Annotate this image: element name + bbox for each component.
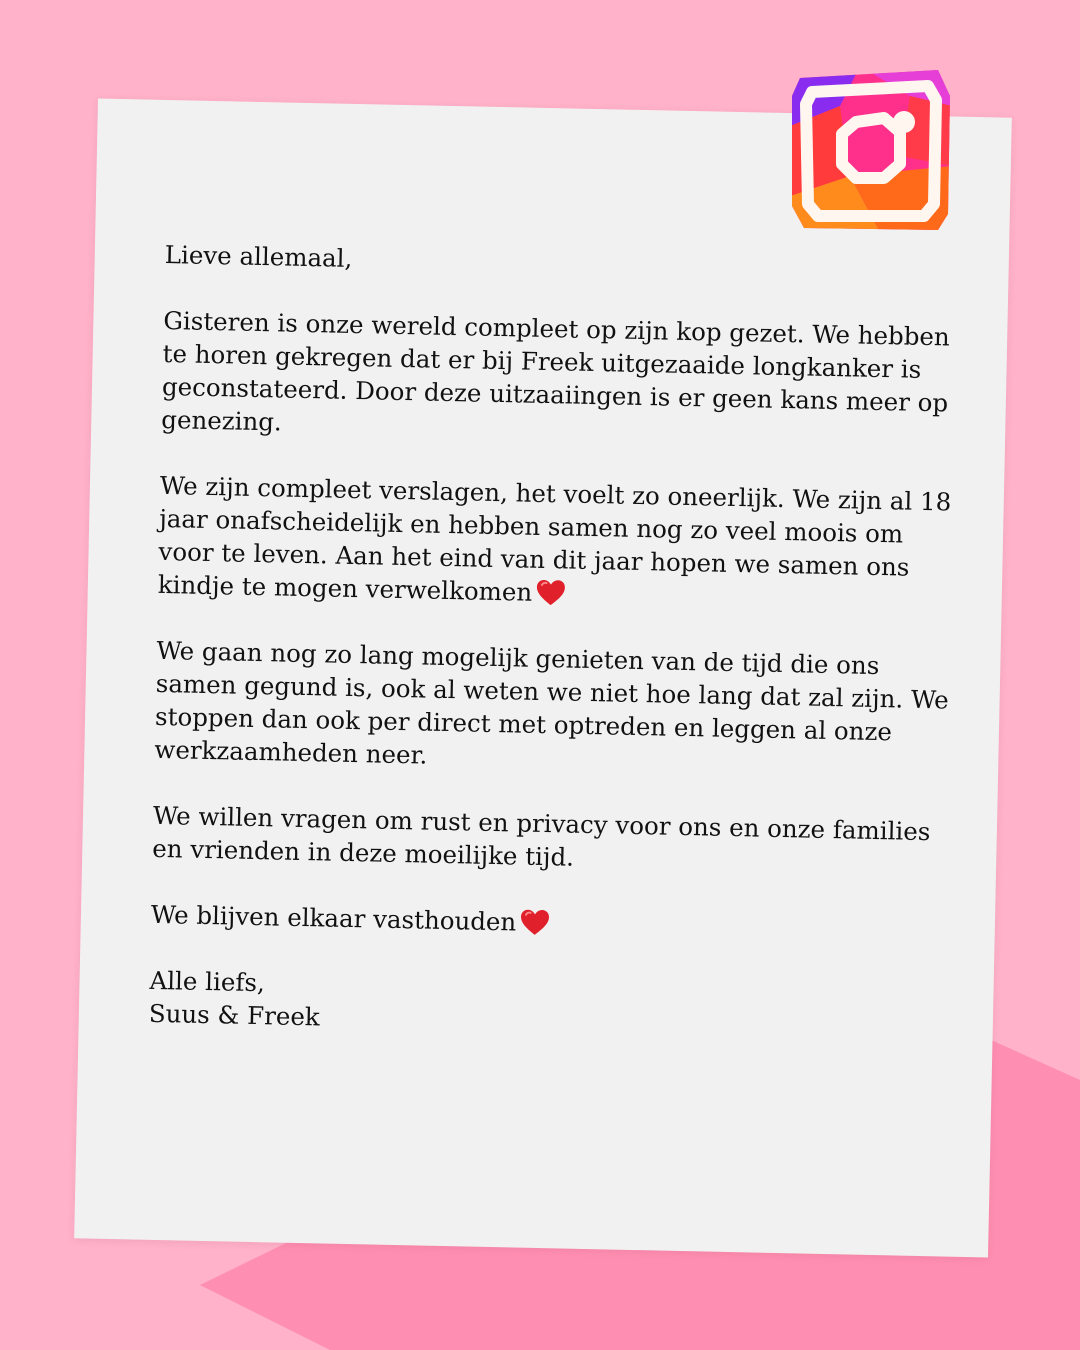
letter-paragraph-2-text: We zijn compleet verslagen, het voelt zo oneerlijk. We zijn al 18 jaar onafscheidelijk en hebben samen nog zo veel moois om voor te leven. Aan het eind van dit jaar hopen we samen ons kindje te mogen verwelkomen (157, 470, 952, 607)
letter-paragraph-5 (151, 898, 952, 948)
letter-greeting: Lieve allemaal, (164, 239, 353, 273)
letter-paragraph-5-text: We blijven elkaar vasthouden (150, 899, 517, 937)
letter-sign-off (149, 964, 950, 1047)
letter-paragraph-2 (158, 469, 961, 618)
letter-paragraph-1: Gisteren is onze wereld compleet op zijn kop gezet. We hebben te horen gekregen dat er bij Freek uitgezaaide longkanker is geconstateerd. Door deze uitzaaiingen is er geen kans meer op genezing. (161, 305, 951, 437)
letter-paragraph-3: We gaan nog zo lang mogelijk genieten van de tijd die ons samen gegund is, ook al weten we niet hoe lang dat zal zijn. We stoppen dan ook per direct met optreden en leggen al onze werkzaamheden neer. (154, 635, 949, 770)
letter-paper (74, 99, 1012, 1258)
letter-paragraph-4: We willen vragen om rust en privacy voor ons en onze families en vrienden in deze moeilijke tijd. (152, 800, 931, 872)
red-heart-icon (536, 579, 567, 608)
letter-closing: Alle liefs, (149, 965, 266, 998)
red-heart-icon (520, 909, 551, 938)
letter-body (149, 238, 965, 1047)
letter-signature: Suus & Freek (148, 998, 321, 1032)
instagram-logo-icon (790, 66, 952, 232)
